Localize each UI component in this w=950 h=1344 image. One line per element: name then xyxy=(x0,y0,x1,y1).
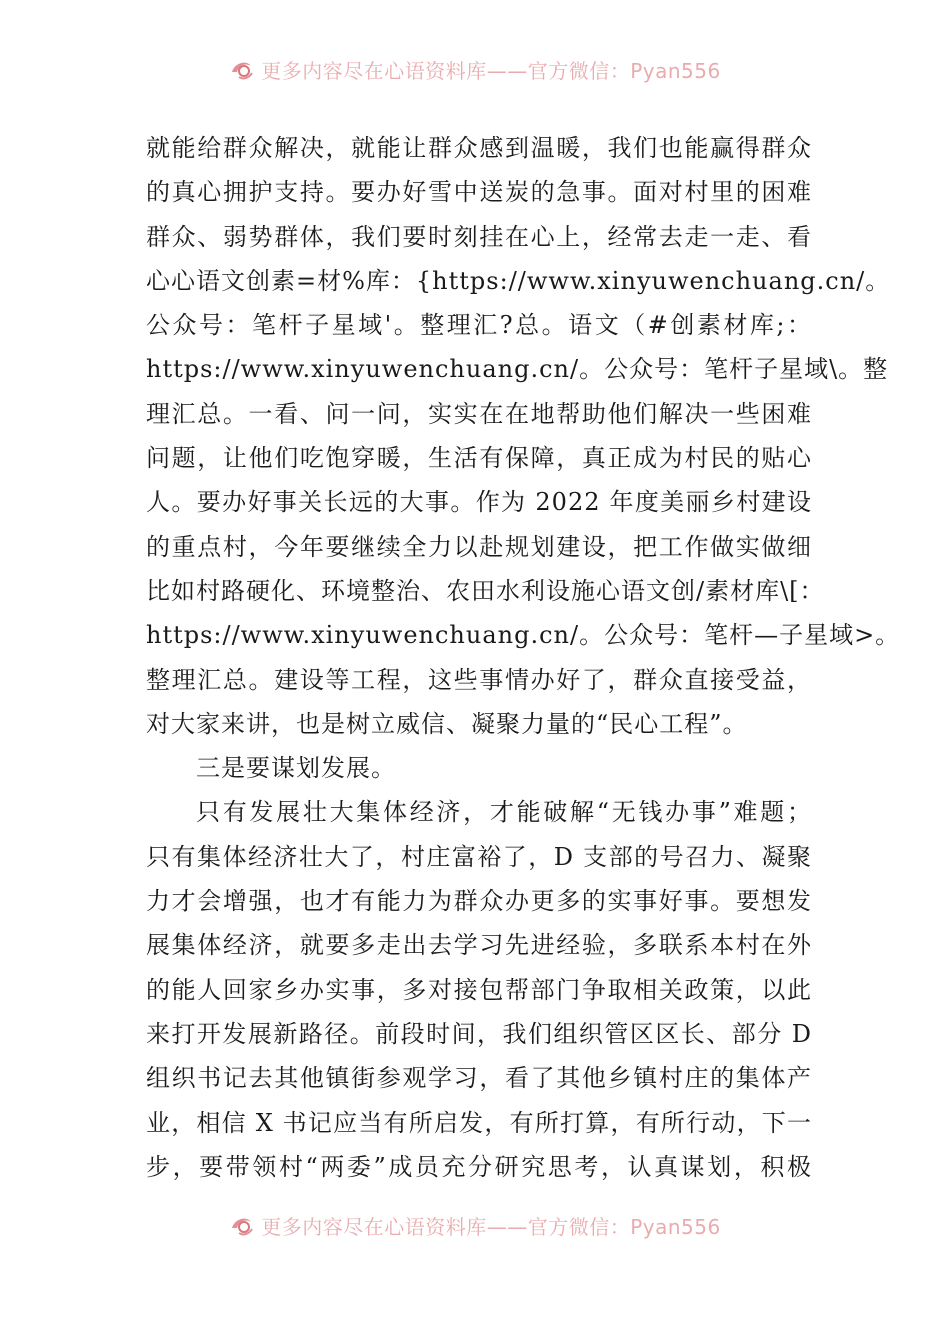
watermark-text: 更多内容尽在心语资料库——官方微信：Pyan556 xyxy=(261,1214,721,1239)
text-line: 步，要带领村“两委”成员充分研究思考，认真谋划，积极 xyxy=(146,1152,812,1181)
watermark-text: 更多内容尽在心语资料库——官方微信：Pyan556 xyxy=(261,58,721,83)
text-line: 展集体经济，就要多走出去学习先进经验，多联系本村在外 xyxy=(146,931,812,960)
text-line: https://www.xinyuwenchuang.cn/。公众号：笔杆子星域\。整 xyxy=(146,355,889,384)
text-line: 对大家来讲，也是树立威信、凝聚力量的“民心工程”。 xyxy=(146,709,748,738)
watermark-logo-icon xyxy=(229,58,255,80)
text-line: 的能人回家乡办实事，多对接包帮部门争取相关政策，以此 xyxy=(146,975,812,1004)
text-line: 整理汇总。建设等工程，这些事情办好了，群众直接受益， xyxy=(146,665,812,694)
footer-watermark xyxy=(0,1210,950,1240)
text-line: 群众、弱势群体，我们要时刻挂在心上，经常去走一走、看 xyxy=(146,222,812,251)
text-line: 组织书记去其他镇街参观学习，看了其他乡镇村庄的集体产 xyxy=(146,1064,812,1093)
text-line: 问题，让他们吃饱穿暖，生活有保障，真正成为村民的贴心 xyxy=(146,444,812,473)
document-body xyxy=(146,126,901,1189)
text-line: 就能给群众解决，就能让群众感到温暖，我们也能赢得群众 xyxy=(146,134,812,162)
header-watermark xyxy=(0,54,950,84)
text-line: 的真心拥护支持。要办好雪中送炭的急事。面对村里的困难 xyxy=(146,178,812,207)
paragraph-first-line: 只有发展壮大集体经济，才能破解“无钱办事”难题； xyxy=(196,798,812,827)
section-heading: 三是要谋划发展。 xyxy=(196,754,396,783)
text-line: 心心语文创素=材%库：{https://www.xinyuwenchuang.cn/。 xyxy=(146,266,891,295)
text-line: 比如村路硬化、环境整治、农田水利设施心语文创/素材库\[： xyxy=(146,576,825,605)
watermark-logo-icon xyxy=(229,1214,255,1236)
text-line: 理汇总。一看、问一问，实实在在地帮助他们解决一些困难 xyxy=(146,399,812,428)
text-line: 只有集体经济壮大了，村庄富裕了，D 支部的号召力、凝聚 xyxy=(146,842,812,871)
text-line: 的重点村，今年要继续全力以赴规划建设，把工作做实做细 xyxy=(146,532,812,561)
text-line: 公众号：笔杆子星域'。整理汇?总。语文（#创素材库;： xyxy=(146,311,812,340)
text-line: https://www.xinyuwenchuang.cn/。公众号：笔杆—子星域>。 xyxy=(146,621,901,650)
text-line: 人。要办好事关长远的大事。作为 2022 年度美丽乡村建设 xyxy=(146,488,812,517)
text-line: 力才会增强，也才有能力为群众办更多的实事好事。要想发 xyxy=(146,887,812,916)
text-line: 业，相信 X 书记应当有所启发，有所打算，有所行动，下一 xyxy=(146,1108,812,1137)
text-line: 来打开发展新路径。前段时间，我们组织管区区长、部分 D xyxy=(146,1019,812,1048)
